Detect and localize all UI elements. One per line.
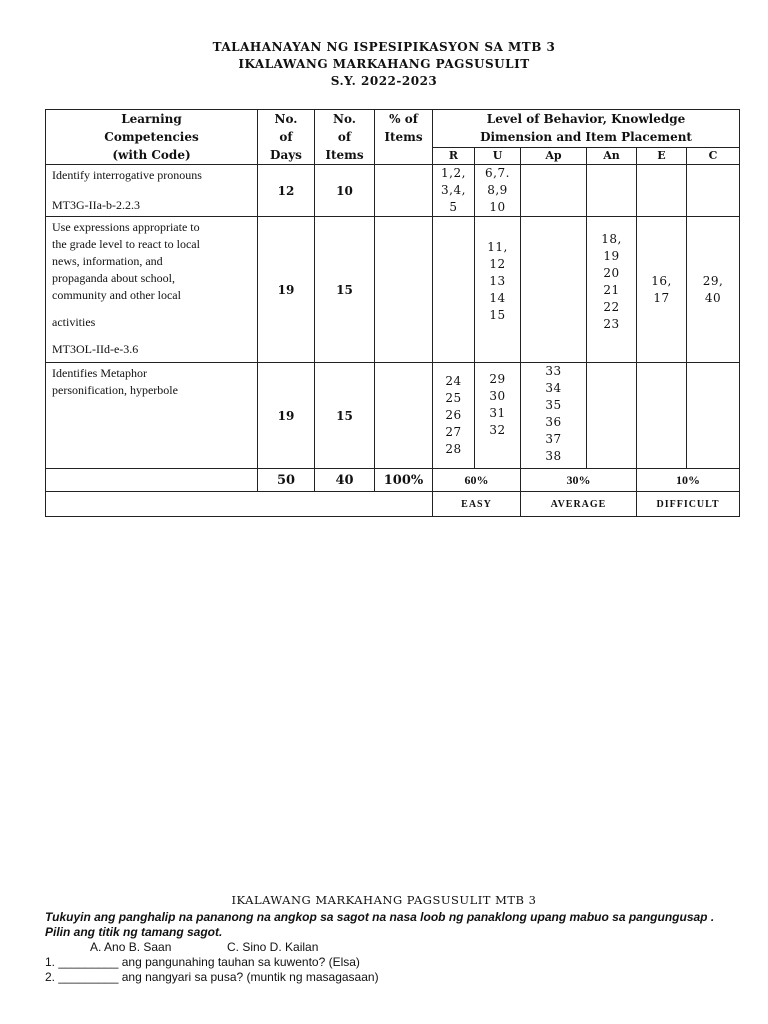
placement-e xyxy=(637,363,687,469)
header-days: No. of Days xyxy=(258,110,315,165)
days-cell: 12 xyxy=(258,165,315,217)
placement-ap xyxy=(521,217,587,363)
level-r: R xyxy=(433,147,475,164)
table-row xyxy=(46,165,740,217)
placement-r: 24 25 26 27 28 xyxy=(433,363,475,469)
answer-choices-ab: A. Ano B. Saan xyxy=(90,940,172,954)
items-cell: 15 xyxy=(315,217,375,363)
competency-cell: Identify interrogative pronouns MT3G-IIa-b-2.2.3 xyxy=(46,165,258,217)
competency-cell: Use expressions appropriate to the grade level to react to local news, information, and propaganda about school, community and other local activities MT3OL-IId-e-3.6 xyxy=(46,217,258,363)
percent-cell xyxy=(375,217,433,363)
level-an: An xyxy=(587,147,637,164)
placement-e xyxy=(637,165,687,217)
placement-an: 18, 19 20 21 22 23 xyxy=(587,217,637,363)
total-items: 40 xyxy=(315,469,375,492)
placement-c xyxy=(687,363,740,469)
question-2: 2. _________ ang nangyari sa pusa? (muntik ng masagasaan) xyxy=(45,970,379,984)
items-cell: 15 xyxy=(315,363,375,469)
document-title: TALAHANAYAN NG ISPESIPIKASYON SA MTB 3 xyxy=(212,40,556,54)
specification-table xyxy=(45,109,740,517)
exam-title: IKALAWANG MARKAHANG PAGSUSULIT xyxy=(238,57,530,71)
placement-c: 29, 40 xyxy=(687,217,740,363)
answer-choices-cd: C. Sino D. Kailan xyxy=(227,940,319,954)
level-c: C xyxy=(687,147,740,164)
placement-an xyxy=(587,165,637,217)
table-row xyxy=(46,217,740,363)
total-percent: 100% xyxy=(375,469,433,492)
quiz-instruction-2: Pilin ang titik ng tamang sagot. xyxy=(45,925,223,939)
totals-label-cell xyxy=(46,469,258,492)
percent-cell xyxy=(375,165,433,217)
placement-r: 1,2, 3,4, 5 xyxy=(433,165,475,217)
level-e: E xyxy=(637,147,687,164)
placement-u: 11, 12 13 14 15 xyxy=(475,217,521,363)
placement-an xyxy=(587,363,637,469)
total-days: 50 xyxy=(258,469,315,492)
header-items: No. of Items xyxy=(315,110,375,165)
days-cell: 19 xyxy=(258,217,315,363)
header-competencies: Learning Competencies (with Code) xyxy=(46,110,258,165)
placement-ap xyxy=(521,165,587,217)
question-1: 1. _________ ang pangunahing tauhan sa kuwento? (Elsa) xyxy=(45,955,360,969)
placement-r xyxy=(433,217,475,363)
percent-cell xyxy=(375,363,433,469)
difficulty-row xyxy=(46,492,740,517)
items-cell: 10 xyxy=(315,165,375,217)
difficult-percent: 10% xyxy=(637,469,740,492)
level-ap: Ap xyxy=(521,147,587,164)
placement-e: 16, 17 xyxy=(637,217,687,363)
quiz-title: IKALAWANG MARKAHANG PAGSUSULIT MTB 3 xyxy=(231,893,537,907)
placement-u: 6,7. 8,9 10 xyxy=(475,165,521,217)
easy-percent: 60% xyxy=(433,469,521,492)
level-u: U xyxy=(475,147,521,164)
placement-c xyxy=(687,165,740,217)
totals-row xyxy=(46,469,740,492)
days-cell: 19 xyxy=(258,363,315,469)
average-percent: 30% xyxy=(521,469,637,492)
header-level: Level of Behavior, Knowledge Dimension and Item Placement xyxy=(433,110,740,148)
difficult-label: DIFFICULT xyxy=(637,492,740,517)
competency-cell: Identifies Metaphor personification, hyperbole xyxy=(46,363,258,469)
school-year: S.Y. 2022-2023 xyxy=(330,74,438,88)
placement-ap: 33 34 35 36 37 38 xyxy=(521,363,587,469)
table-row xyxy=(46,363,740,469)
easy-label: EASY xyxy=(433,492,521,517)
difficulty-blank-cell xyxy=(46,492,433,517)
average-label: AVERAGE xyxy=(521,492,637,517)
placement-u: 29 30 31 32 xyxy=(475,363,521,469)
header-percent: % of Items xyxy=(375,110,433,165)
quiz-instruction: Tukuyin ang panghalip na pananong na angkop sa sagot na nasa loob ng panaklong upang mabuo sa pangungusap . xyxy=(45,910,715,924)
